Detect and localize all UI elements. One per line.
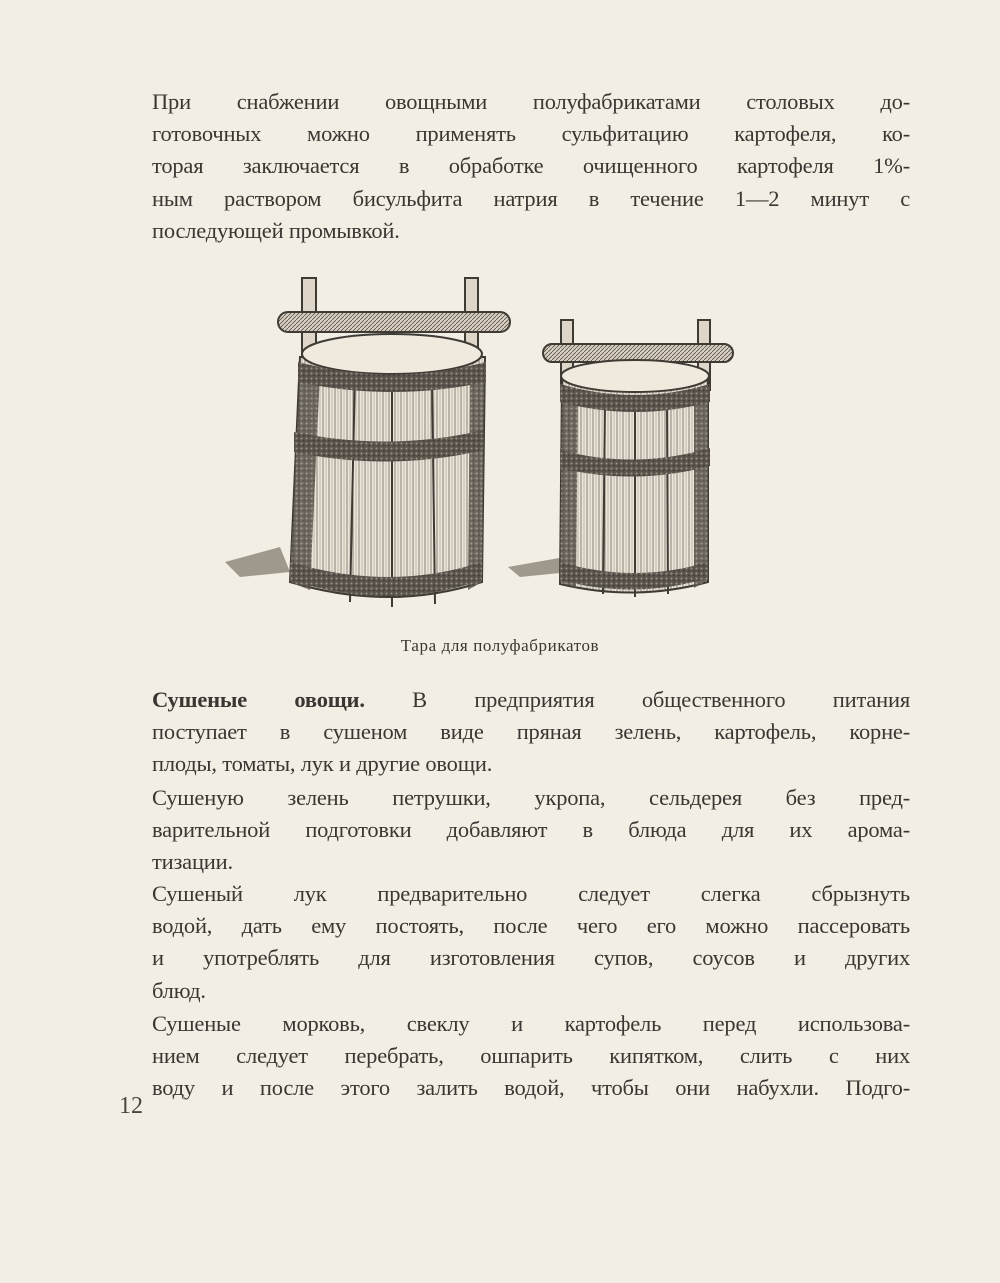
text-line: плоды, томаты, лук и другие овощи. xyxy=(152,751,493,777)
text-line: ным раствором бисульфита натрия в течение 1—2 минут с xyxy=(152,185,910,211)
text-line: водой, дать ему постоять, после чего его можно пассеровать xyxy=(152,913,910,939)
paragraph-onion xyxy=(152,878,910,1007)
paragraph-dried-vegetables xyxy=(152,684,910,781)
figure-tubs xyxy=(220,272,820,622)
paragraph-sulfitation xyxy=(152,86,910,247)
text-line: и употреблять для изготовления супов, соусов и других xyxy=(152,945,910,971)
text-line: Сушеную зелень петрушки, укропа, сельдерея без пред- xyxy=(152,785,910,810)
large-tub xyxy=(225,278,510,607)
tubs-illustration xyxy=(220,272,820,622)
text-line: Сушеный лук предварительно следует слегка сбрызнуть xyxy=(152,881,910,906)
section-heading: Сушеные овощи. xyxy=(152,687,365,712)
text-line: Сушеные морковь, свеклу и картофель перед использова- xyxy=(152,1011,910,1036)
text-line: готовочных можно применять сульфитацию картофеля, ко- xyxy=(152,121,910,147)
text-line: При снабжении овощными полуфабрикатами столовых до- xyxy=(152,89,910,114)
text-line: последующей промывкой. xyxy=(152,217,400,243)
paragraph-carrots xyxy=(152,1008,910,1105)
page-number: 12 xyxy=(119,1093,143,1119)
small-tub xyxy=(508,320,733,597)
text-line: торая заключается в обработке очищенного картофеля 1%- xyxy=(152,153,910,179)
figure-caption: Тара для полуфабрикатов xyxy=(400,636,600,655)
text-line: варительной подготовки добавляют в блюда для их арома- xyxy=(152,817,910,843)
text-run: В предприятия общественного питания xyxy=(364,687,910,712)
text-line: воду и после этого залить водой, чтобы они набухли. Подго- xyxy=(152,1075,910,1101)
text-line xyxy=(152,684,910,716)
text-line: тизации. xyxy=(152,849,233,875)
text-line: поступает в сушеном виде пряная зелень, картофель, корне- xyxy=(152,719,910,745)
text-line: нием следует перебрать, ошпарить кипятком, слить с них xyxy=(152,1043,910,1069)
text-line: блюд. xyxy=(152,977,206,1003)
paragraph-greens xyxy=(152,782,910,879)
